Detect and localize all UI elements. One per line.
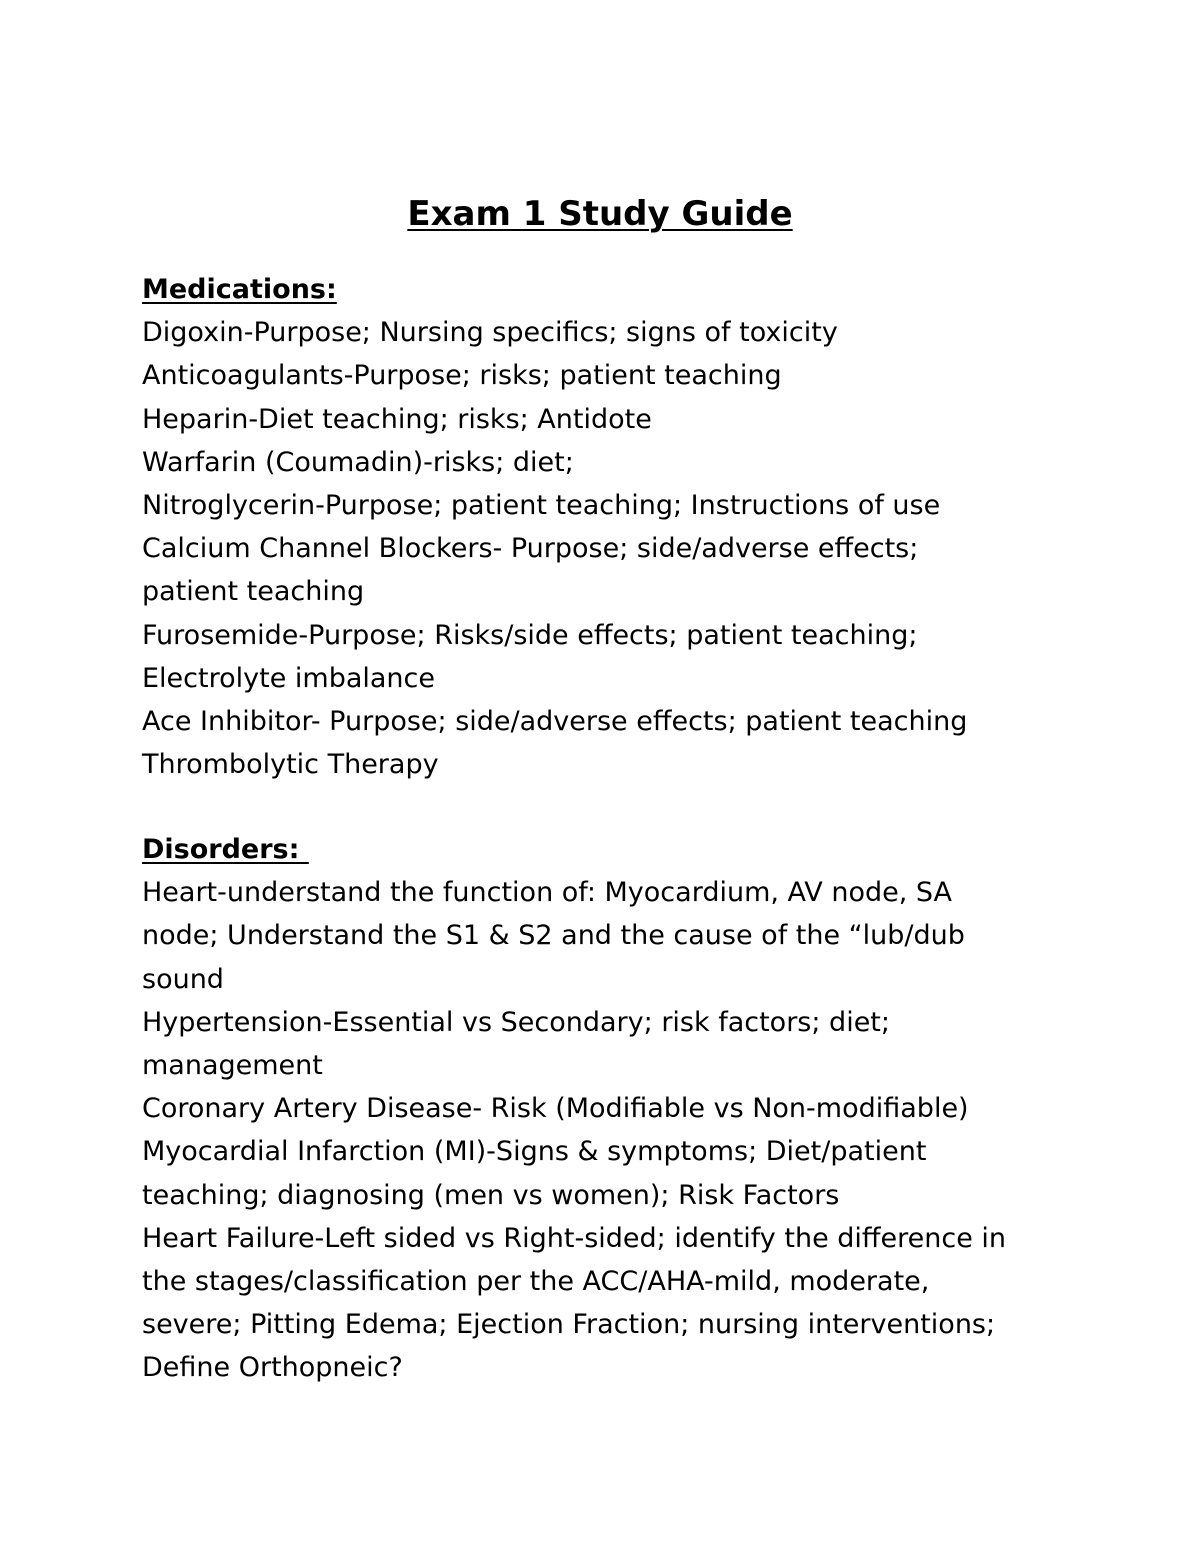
disorders-line: management <box>142 1050 323 1082</box>
medications-section <box>142 268 1072 786</box>
disorders-line: sound <box>142 963 224 995</box>
disorders-line: Define Orthopneic? <box>142 1352 403 1384</box>
medications-line: Calcium Channel Blockers- Purpose; side/adverse effects; <box>142 533 919 565</box>
medications-line: Ace Inhibitor- Purpose; side/adverse effects; patient teaching <box>142 706 968 738</box>
disorders-line: node; Understand the S1 & S2 and the cause of the “lub/dub <box>142 920 965 952</box>
disorders-line: Coronary Artery Disease- Risk (Modifiable vs Non-modifiable) <box>142 1093 969 1125</box>
medications-heading <box>142 268 1072 311</box>
medications-heading-text: Medications: <box>142 274 337 305</box>
disorders-line: severe; Pitting Edema; Ejection Fraction; nursing interventions; <box>142 1309 996 1341</box>
medications-line: Furosemide-Purpose; Risks/side effects; patient teaching; <box>142 619 918 651</box>
disorders-heading <box>142 828 1072 871</box>
disorders-section <box>142 828 1072 1390</box>
disorders-line: Heart-understand the function of: Myocardium, AV node, SA <box>142 877 952 909</box>
disorders-line: Heart Failure-Left sided vs Right-sided; identify the difference in <box>142 1222 1006 1254</box>
disorders-line: teaching; diagnosing (men vs women); Risk Factors <box>142 1179 840 1211</box>
medications-line: Heparin-Diet teaching; risks; Antidote <box>142 403 652 435</box>
medications-line: patient teaching <box>142 576 365 608</box>
disorders-line: Myocardial Infarction (MI)-Signs & symptoms; Diet/patient <box>142 1136 927 1168</box>
medications-line: Anticoagulants-Purpose; risks; patient teaching <box>142 360 782 392</box>
disorders-heading-text: Disorders: <box>142 834 309 865</box>
document-title-text: Exam 1 Study Guide <box>407 194 793 234</box>
medications-line: Electrolyte imbalance <box>142 662 435 694</box>
medications-line: Thrombolytic Therapy <box>142 749 439 781</box>
medications-line: Digoxin-Purpose; Nursing specifics; signs of toxicity <box>142 317 838 349</box>
medications-line: Nitroglycerin-Purpose; patient teaching; Instructions of use <box>142 490 941 522</box>
disorders-line: Hypertension-Essential vs Secondary; risk factors; diet; <box>142 1006 890 1038</box>
document-title <box>0 190 1200 238</box>
disorders-line: the stages/classification per the ACC/AHA-mild, moderate, <box>142 1266 930 1298</box>
medications-line: Warfarin (Coumadin)-risks; diet; <box>142 446 574 478</box>
